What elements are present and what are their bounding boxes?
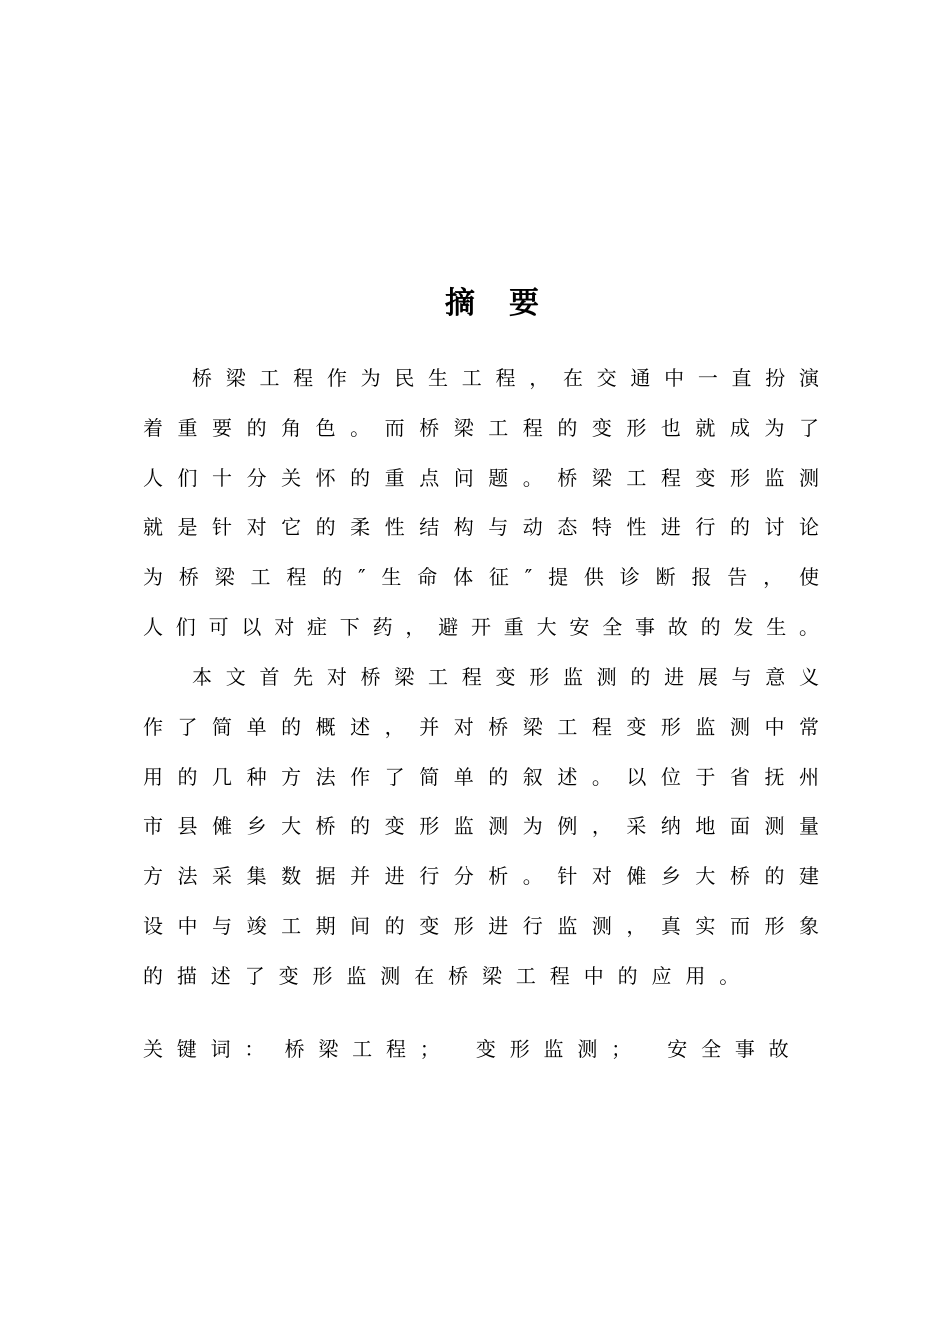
paragraph-line: 人们十分关怀的重点问题。桥梁工程变形监测 <box>143 465 819 490</box>
keyword-item: 桥梁工程； <box>284 1037 454 1061</box>
abstract-paragraph-1 <box>143 354 819 653</box>
paragraph-line: 方法采集数据并进行分析。针对傩乡大桥的建 <box>143 864 819 889</box>
paragraph-line: 就是针对它的柔性结构与动态特性进行的讨论 <box>143 515 819 540</box>
keyword-item: 变形监测； <box>475 1037 645 1061</box>
page-title: 摘要 <box>445 286 573 321</box>
paragraph-line: 作了简单的概述，并对桥梁工程变形监测中常 <box>143 714 819 739</box>
paragraph-line: 的描述了变形监测在桥梁工程中的应用。 <box>143 963 754 988</box>
keywords-line <box>143 1032 802 1066</box>
paragraph-line: 市县傩乡大桥的变形监测为例，采纳地面测量 <box>143 814 819 839</box>
abstract-paragraph-2 <box>143 653 819 1002</box>
keywords-label: 关键词： <box>143 1037 279 1061</box>
paragraph-line: 着重要的角色。而桥梁工程的变形也就成为了 <box>143 415 819 440</box>
paragraph-line: 为桥梁工程的″生命体征″提供诊断报告，使 <box>143 565 819 590</box>
paragraph-line: 设中与竣工期间的变形进行监测，真实而形象 <box>143 913 819 938</box>
paragraph-line: 本文首先对桥梁工程变形监测的进展与意义 <box>192 665 819 689</box>
paragraph-line: 用的几种方法作了简单的叙述。以位于省抚州 <box>143 764 819 789</box>
paragraph-line: 人们可以对症下药，避开重大安全事故的发生。 <box>143 614 819 639</box>
paragraph-line: 桥梁工程作为民生工程，在交通中一直扮演 <box>192 366 819 390</box>
keyword-item: 安全事故 <box>667 1037 803 1061</box>
